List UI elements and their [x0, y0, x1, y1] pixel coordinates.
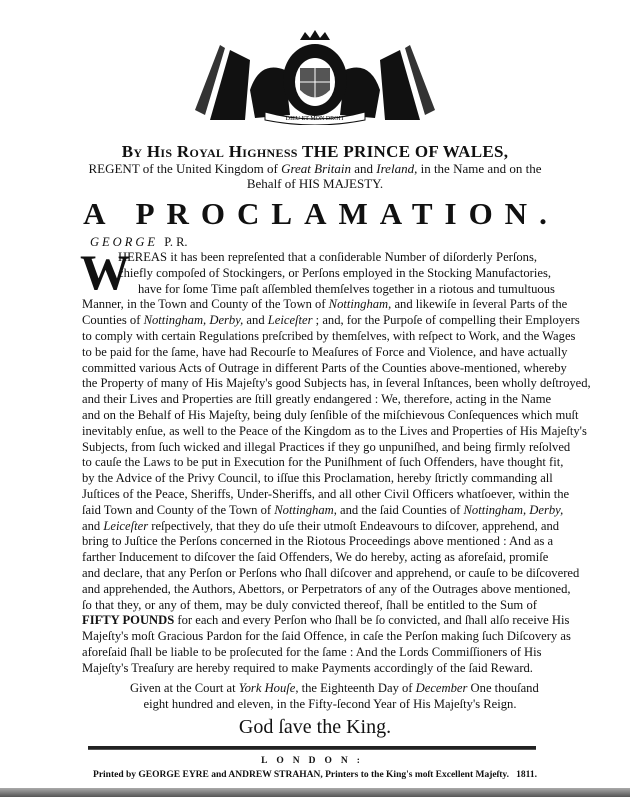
text-segment: chiefly compoſed of Stockingers, or Perſons employed in the Stocking Manufactories,	[118, 265, 551, 280]
text-line	[82, 598, 537, 614]
italic-text: Nottingham, Derby,	[463, 502, 564, 517]
text-segment: eight hundred and eleven, in the Fifty-ſecond Year of His Majeſty's Reign.	[143, 696, 517, 711]
given-at-court	[130, 681, 539, 713]
italic-text: Nottingham	[274, 502, 334, 517]
italic-text: Nottingham	[328, 297, 389, 312]
text-segment: and	[351, 161, 377, 176]
text-line	[82, 581, 571, 598]
text-line	[82, 297, 568, 313]
royal-coat-of-arms	[190, 30, 440, 125]
text-line	[82, 613, 570, 629]
italic-text: Leiceſter	[103, 518, 149, 533]
heading	[0, 142, 630, 162]
text-line	[82, 550, 549, 566]
proclamation-body	[82, 250, 591, 677]
text-line	[82, 376, 591, 392]
italic-text: Nottingham, Derby,	[143, 313, 244, 328]
text-segment: reſpectively, that they do uſe their utmoſt Endeavours to diſcover, apprehend, and	[148, 518, 560, 533]
heading-prince: THE PRINCE OF WALES,	[302, 142, 509, 161]
text-line	[130, 697, 530, 713]
text-segment: Majeſty's Treaſury are hereby required to make Payments accordingly of the ſaid Reward.	[82, 660, 533, 675]
text-segment: and declare, that any Perſon or Perſons who ſhall diſcover and apprehend, or cauſe to be diſcovered	[82, 565, 580, 580]
text-line	[82, 313, 580, 329]
italic-text: December	[415, 681, 468, 695]
text-line	[82, 439, 571, 456]
text-line	[82, 486, 570, 503]
text-line	[82, 392, 552, 408]
page-edge	[0, 788, 630, 797]
text-line	[82, 565, 580, 582]
text-segment: , in the Name and on the	[414, 161, 542, 176]
text-line	[82, 455, 564, 471]
motto: DIEU ET MON DROIT	[285, 116, 345, 122]
text-segment: and	[243, 313, 268, 328]
regent-line-2: Behalf of HIS MAJESTY.	[246, 176, 384, 191]
imprint-year: 1811.	[516, 770, 537, 780]
text-segment: Majeſty's moſt Gracious Pardon for the ſaid Offence, in caſe the Perſon making ſuch Diſcovery as	[82, 629, 571, 644]
text-segment: inevitably enſue, as well to the Peace of the Kingdom as to the Lives and Properties of His Majeſty's	[82, 423, 587, 438]
text-line	[82, 471, 553, 487]
text-line	[82, 629, 571, 645]
imprint-printer	[0, 770, 630, 780]
text-line	[82, 534, 554, 550]
heading-by: By His Royal Highness	[121, 142, 298, 161]
text-segment: Subjects, from ſuch wicked and illegal Practices if they go unpuniſhed, and being firmly reſolved	[82, 439, 571, 454]
text-line	[82, 644, 542, 661]
italic-text: Great Britain	[281, 161, 351, 176]
text-segment: and	[82, 518, 104, 533]
italic-text: Ireland	[376, 161, 415, 176]
text-segment: by the Advice of the Privy Council, to iſſue this Proclamation, hereby ſtrictly commanding all	[82, 471, 553, 486]
text-segment: for each and every Perſon who ſhall be ſo convicted, and ſhall alſo receive His	[174, 613, 570, 628]
text-line	[118, 265, 551, 282]
text-segment: committed various Acts of Outrage in different Parts of the Counties above-mentioned, whereby	[82, 360, 567, 375]
text-segment: bring to Juſtice the Perſons concerned in the Riotous Proceedings above mentioned : And as a	[82, 534, 554, 549]
text-segment: to be paid for the ſame, have had Recourſe to Meaſures of Force and Violence, and have actually	[82, 344, 568, 359]
text-segment: ; and, for the Purpoſe of compelling their Employers	[312, 313, 580, 328]
text-line	[138, 281, 555, 298]
imprint-place: LONDON:	[261, 756, 369, 766]
text-segment: , the Eighteenth Day of	[295, 681, 416, 695]
george-pr: P. R.	[164, 235, 188, 249]
god-save-the-king: God ſave the King.	[238, 716, 392, 738]
italic-text: York Houſe	[238, 681, 296, 695]
drop-cap: W	[80, 244, 130, 300]
text-segment: have for ſome Time paſt aſſembled themſelves together in a riotous and tumultuous	[138, 281, 555, 296]
text-line	[82, 518, 560, 535]
text-segment: to cauſe the Laws to be put in Execution for the Puniſhment of ſuch Offenders, have thought fit,	[82, 455, 564, 470]
text-line	[82, 328, 576, 345]
text-segment: farther Inducement to diſcover the ſaid Offenders, We do hereby, acting as aforeſaid, promiſe	[82, 550, 549, 565]
text-line	[82, 423, 587, 440]
text-segment: HEREAS it has been repreſented that a conſiderable Number of diſorderly Perſons,	[118, 250, 537, 264]
text-line	[118, 250, 537, 266]
text-segment: Juſtices of the Peace, Sheriffs, Under-Sheriffs, and all other Civil Officers whatſoever, within the	[82, 486, 570, 501]
imprint-printed: Printed by GEORGE EYRE and ANDREW STRAHAN, Printers to the King's moſt Excellent Majeſty.	[93, 770, 509, 780]
george-name: GEORGE	[90, 235, 158, 249]
text-line	[82, 360, 567, 377]
text-segment: Manner, in the Town and County of the Town of	[82, 297, 329, 312]
text-segment: Counties of	[82, 313, 144, 328]
text-line	[82, 344, 568, 361]
text-segment: ſaid Town and County of the Town of	[82, 502, 275, 517]
italic-text: Leiceſter	[267, 313, 313, 328]
regent-line-1	[0, 161, 630, 177]
text-segment: , and likewiſe in ſeveral Parts of the	[388, 297, 568, 312]
text-line	[82, 661, 537, 677]
proclamation-title: A PROCLAMATION.	[83, 196, 559, 231]
text-segment: ſo that they, or any of them, may be duly convicted thereof, ſhall be entitled to the Sum of	[82, 597, 537, 612]
text-segment: the Property of many of His Majeſty's good Subjects has, in ſeveral Inſtances, been wholly deſtroyed,	[82, 376, 591, 391]
text-segment: REGENT of the United Kingdom of	[88, 161, 282, 176]
text-segment: aforeſaid ſhall be liable to be proſecuted for the ſame : And the Lords Commiſſioners of His	[82, 644, 542, 659]
text-line	[82, 502, 564, 519]
text-line	[130, 681, 539, 697]
text-segment: , and the ſaid Counties of	[333, 502, 464, 517]
text-segment: Given at the Court at	[130, 681, 239, 695]
text-line	[82, 407, 579, 424]
divider-rule	[88, 746, 536, 750]
text-segment: and on the Behalf of His Majeſty, being duly ſenſible of the miſchievous Conſequences which muſt	[82, 407, 579, 422]
text-segment: One thouſand	[467, 681, 539, 695]
text-segment: and their Lives and Properties are ſtill greatly endangered : We, therefore, acting in the Name	[82, 392, 552, 407]
text-segment: and apprehended, the Authors, Abettors, or Perpetrators of any of the Outrages above mentioned,	[82, 581, 571, 596]
text-segment: to comply with certain Regulations preſcribed by themſelves, with reſpect to Work, and the Wages	[82, 328, 576, 343]
text-segment: FIFTY POUNDS	[82, 613, 175, 628]
